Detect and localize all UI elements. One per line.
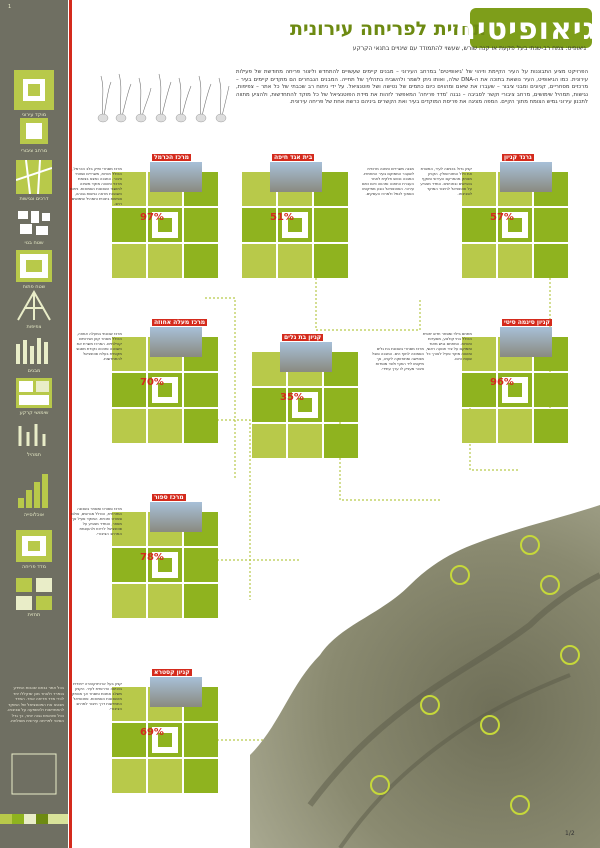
site-name: גרנד קניון [504,154,532,161]
grid-cell [314,208,348,242]
grid-cell [148,409,182,443]
grid-cell [184,373,218,407]
bloom-index: 35% [280,392,304,403]
grid-cell [184,584,218,618]
legend-label: מדד פריחה [21,564,47,570]
site-name: קניון סינמה סיטי [504,319,550,326]
site-description: קניון בעל ארכיטקטורה ייחודית בכניסה הדרומית לעיר. הקניון משלב אמנות ומסחר אך מנותק מהשכונות הסמוכות. פוטנציאל התחדשות דרך חיבור למרחב הציבורי. [71,681,122,711]
site-name: מרכז מעלה אחוזה [154,319,206,326]
page-number: 1/2 [565,830,575,837]
site-description: מרכז שכונתי במעלה אחוזה, הכולל מסחר קטן ושירותים קהילתיים. המרכז משרת את השכונה ומהווה נקודת מפגש מקומית בעלת פוטנציאל להתחדשות. [76,331,122,361]
site-panel [70,669,220,815]
site-name: מרכז הכרמל [154,154,189,161]
grid-cell [112,409,146,443]
sidebar-footnote: בכל אתר נבחנו שכבות המידע בנפרד ולאחר מכן שוקללו יחד לכדי מדד פריחה אחד. המדד מבטא את הפוטנציאל של המוקד להתחדשות ולהשפעה על סביבתו. ככל שהאחוז גבוה יותר, כך גדל הסיכוי לפריחה עירונית מוצלחת. [7,685,64,723]
grid-cell [534,373,568,407]
legend-label: שימושי קרקע [19,410,49,416]
site-panel [70,154,220,300]
site-panel [240,334,424,480]
site-name: קניון קסטרא [154,669,190,676]
site-photo [500,162,552,192]
legend-label: מבנים [27,368,41,374]
grid-cell [462,244,496,278]
bloom-index: 57% [490,212,514,223]
grid-cell [148,759,182,793]
site-name: מרכז ספור [154,494,184,501]
grid-cell [184,409,218,443]
site-photo [500,327,552,357]
site-photo [150,677,202,707]
site-photo [150,327,202,357]
grid-cell [534,208,568,242]
grid-cell [184,548,218,582]
site-description: מבנה משרדים ותחנה מרכזית לשעבר הממוקם בעיר התחתית. המבנה ננטש חלקית לאחר העברת התחנה ומהווה כיום כתם עירוני. הפוטנציאל נובע ממיקומו הסמוך לנמל ולמרכז העסקים. [361,166,414,196]
legend-label: מרחב ציבורי [20,148,48,154]
site-description: מרכז ספורט ומסחר בשכונה המזרחית, הכולל מגרשים, אולם ספורט וחנויות. המוקד פעיל אך מפוזר, והמדד מצביע על פוטנציאל לריכוז ולהעצמת המרחב הציבורי. [71,506,122,536]
site-panel [230,154,414,300]
bloom-index: 70% [140,377,164,388]
grid-cell [324,424,358,458]
corner-number: 1 [8,4,12,10]
grid-cell [534,409,568,443]
grid-cell [184,208,218,242]
bloom-index: 97% [140,212,164,223]
city-aerial-map [250,505,600,848]
site-photo [270,162,322,192]
grid-cell [314,244,348,278]
grid-cell [324,388,358,422]
grid-cell [498,409,532,443]
site-name: בית אגד חיפה [274,154,313,161]
legend-label: שטח בנוי [24,240,44,246]
grid-cell [288,424,322,458]
site-panel [420,319,570,465]
legend-label: תמהיל [27,452,41,458]
legend-label: תחזית [27,612,41,618]
site-panel [70,319,220,465]
site-panel [420,154,570,300]
grid-cell [242,244,276,278]
legend-label: דרכים ונגישות [19,196,49,202]
grid-cell [498,244,532,278]
site-panel [70,494,220,640]
site-description: מרכז מסחרי ותיק בלב הכרמל, הכולל חנויות, משרדים ושטחי ציבור. המבנה נמצא בצומת מרכזי ומהווה מוקד משיכה לתושבי השכונות הסמוכות. ניתוח השכבות מראה נגישות גבוהה, צפיפות בינונית ותמהיל שימושים רחב. [70,166,122,206]
grid-cell [252,424,286,458]
site-photo [280,342,332,372]
legend-label: צפיפות [26,324,42,330]
site-description: מרכז מסחרי בשכונת בת גלים הסמוכה לחוף הים. המבנה סובל מנטישה ומתחזוקה לקויה, אך מיקומו ליד החוף ולצד מוסדות ציבור מעניק לו ערך עתידי. [371,346,424,371]
grid-cell [462,409,496,443]
legend-label: שטח פתוח [22,284,46,290]
bloom-index: 96% [490,377,514,388]
site-photo [150,502,202,532]
grid-cell [148,244,182,278]
bloom-index: 69% [140,727,164,738]
grid-cell [112,244,146,278]
site-description: קניון גדול בכניסה לעיר, המשרת את כלל המטרופולין. הקניון מנותק מהמרקם העירוני ומוקף בכבישים ובחניונים. המדד מצביע על פוטנציאל לחיבור המוקד לסביבתו. [420,166,472,196]
grid-cell [184,759,218,793]
grid-cell [184,723,218,757]
grid-cell [112,759,146,793]
grid-cell [148,584,182,618]
legend-label: מוקד עירוני [21,112,47,118]
legend-label: אוכלוסייה [23,512,45,518]
bloom-index: 78% [140,552,164,563]
grid-cell [534,244,568,278]
intro-paragraph: הפרויקט מציע התבוננות על העיר הקיימת וזיהוי של 'גיאופיטים' במרחב העירוני – מבנים קיימים שעשויים להתחדש וליצור פריחה מחודשת של פעילות עירונית. כמו הגיאופיט, העיר נושאת בתוכה את ה-DNA שלה, ואותו ניתן לשמר ולהשביח בתהליך של תחייה. המבנים הנבחרים הם מוקדים קיימים בעיר – מרכזים מסחריים, קניונים ומבני ציבור – שעברו את שיאם ומהווים כיום כתמים של נטישה ושל פוטנציאל. על ידי ניתוח רב שכבתי של כל אתר – צפיפות, נגישות, תמהיל שימושים, מרחב ציבורי וקשר לסביבה – נבנה 'מדד פריחה' המאפשר לזהות את מידת הפוטנציאל של כל מוקד להתחדשות, ולהציע מתווה לתכנון עירוני גמיש הצומח מתוך הקיים. המפה מציגה את פריסת המוקדים בעיר ואת הקשרים ביניהם כרשת אחת של פריחה עירונית. [236,69,588,106]
definition-line: גיאופיט: צמח רב-שנתי בעל פקעת או קנה שורש, שעשוי להתמודד עם שינויים בתנאי הקרקע [352,45,586,52]
grid-cell [112,584,146,618]
page-title: גיאופיטים [455,12,598,47]
site-description: מתחם בילוי ומסחר חדש יחסית הכולל בתי קולנוע, מסעדות וחנויות. המתחם נגיש מאוד וממוקם על ציר תנועה ראשי, ומהווה מוקד פעיל לאורך כל שעות היום. [422,331,472,361]
site-photo [150,162,202,192]
page-subtitle: תחזית לפריחה עירונית [290,18,486,40]
grid-cell [278,244,312,278]
grid-cell [184,244,218,278]
bloom-index: 51% [270,212,294,223]
site-name: קניון בת גלים [284,334,322,341]
